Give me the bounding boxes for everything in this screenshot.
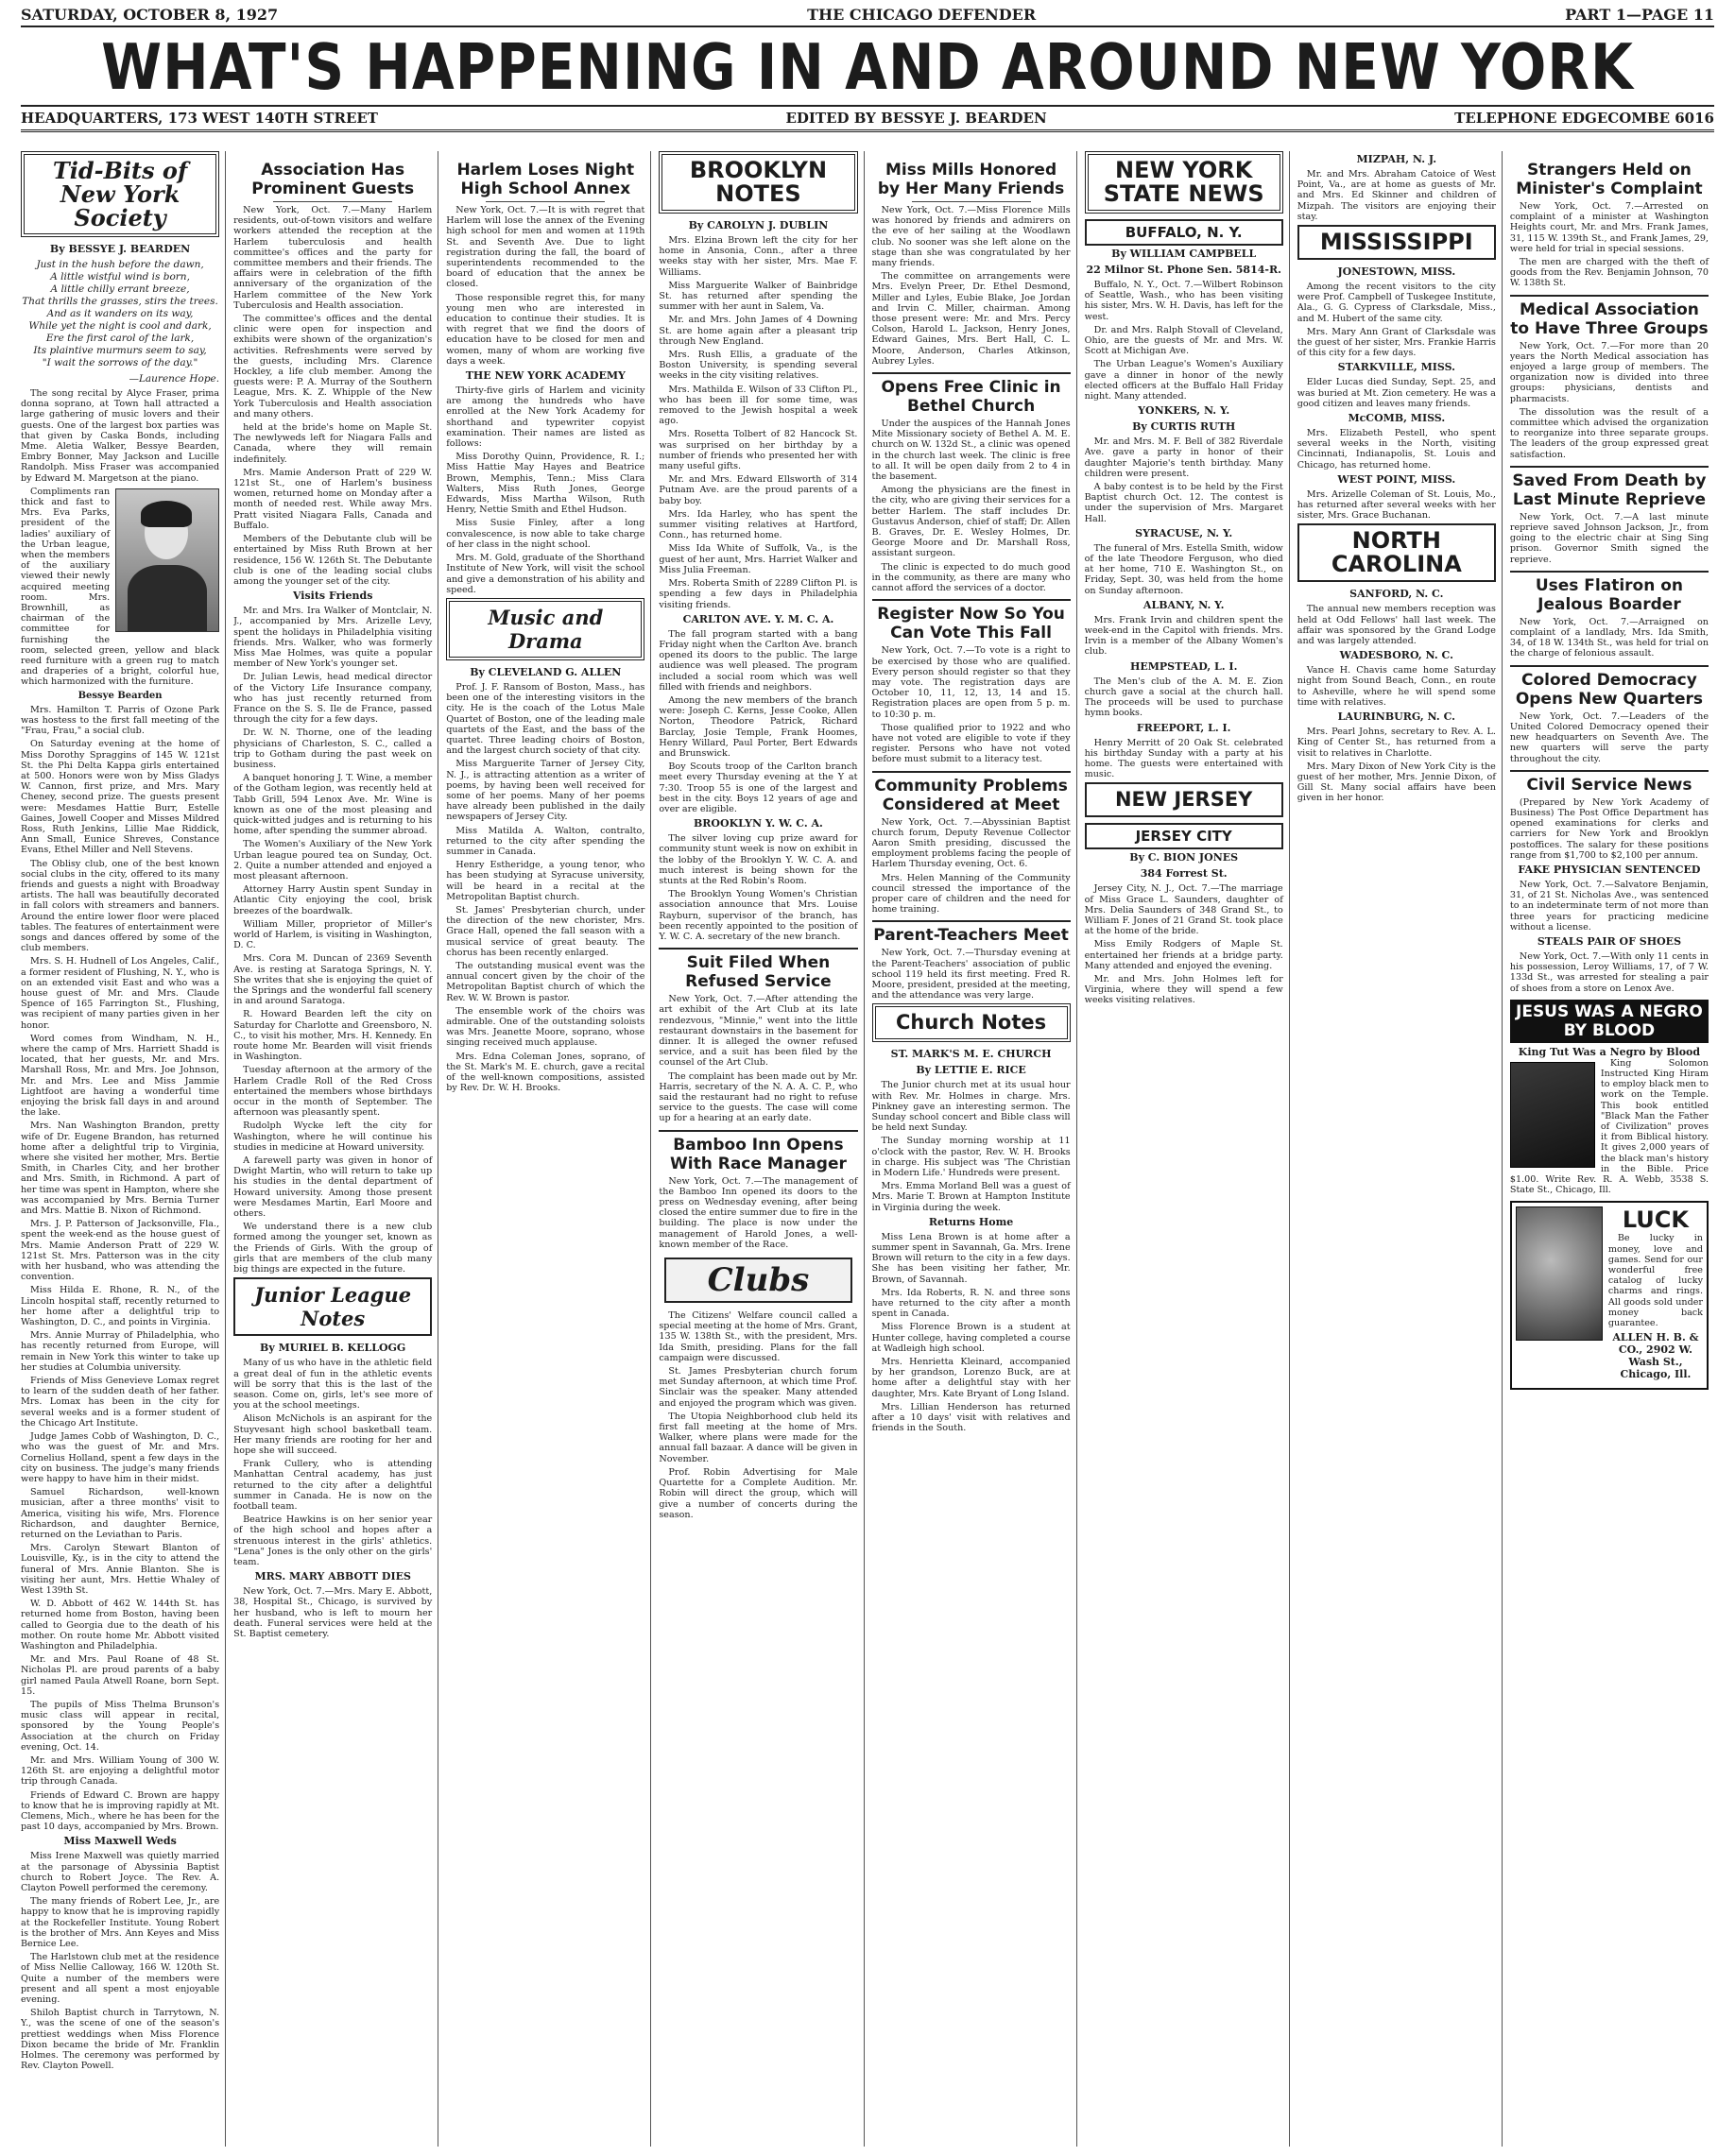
paper-name: THE CHICAGO DEFENDER	[807, 6, 1037, 24]
subheading: Returns Home	[928, 1215, 1014, 1228]
paragraph: Miss Emily Rodgers of Maple St. entertained her friends at a bridge party. Many attended and enjoyed the evening.	[1084, 939, 1283, 971]
book-portrait-image	[1510, 1062, 1595, 1168]
column-nystate	[1085, 151, 1290, 2147]
paragraph: Mr. and Mrs. John Holmes left for Virginia, where they will spend a few weeks visiting relatives.	[1084, 973, 1283, 1006]
paragraph: Dr. W. N. Thorne, one of the leading physicians of Charleston, S. C., called a trip to Gotham during the past week on business.	[233, 727, 433, 770]
telephone: TELEPHONE EDGECOMBE 6016	[1454, 110, 1714, 127]
byline: By CAROLYN J. DUBLIN	[688, 219, 829, 231]
correspondent-address: 22 Milnor St. Phone Sen. 5814-R.	[1086, 264, 1281, 276]
paragraph: Prof. Robin Advertising for Male Quartette for a Complete Audition. Mr. Robin will direct the group, which will give a number of concerts during the season.	[659, 1466, 858, 1520]
paragraph: Mrs. Elzina Brown left the city for her home in Ansonia, Conn., after a three weeks stay with her sister, Mrs. Mae F. Williams.	[659, 235, 858, 278]
paragraph: New York, Oct. 7.—Many Harlem residents, out-of-town visitors and welfare workers attended the reception at the Harlem tuberculosis and health committee's offices and the party for committee members and their friends. The affairs were in celebration of the fifth anniversary of the organization of the Harlem committee of the New York Tuberculosis and Health association.	[233, 205, 433, 311]
paragraph: R. Howard Bearden left the city on Saturday for Charlotte and Greensboro, N. C., to visit his mother, Mrs. H. Kennedy. En route home Mr. Bearden will visit friends in Washington.	[233, 1009, 433, 1063]
paragraph: The Citizens' Welfare council called a special meeting at the home of Mrs. Grant, 135 W. 138th St., with the president, Mrs. Ida Smith, presiding. Plans for the fall campaign were discussed.	[659, 1310, 858, 1363]
paragraph: held at the bride's home on Maple St. The newlyweds left for Niagara Falls and Canada, where they will remain indefinitely.	[233, 422, 433, 465]
state-title: MISSISSIPPI	[1319, 229, 1473, 256]
paragraph: Under the auspices of the Hannah Jones Mite Missionary society of Bethel A. M. E. church on W. 132d St., a clinic was opened in the church last week. The clinic is free to all. It will be open daily from 2 to 4 in the basement.	[871, 419, 1071, 483]
headline: Miss Mills Honored by Her Many Friends	[877, 161, 1065, 198]
paragraph: The ensemble work of the choirs was admirable. One of the outstanding soloists was Mrs. Jeanette Moore, soprano, whose singing received much applause.	[446, 1005, 645, 1049]
paragraph: New York, Oct. 7.—Salvatore Benjamin, 31, of 21 St. Nicholas Ave., was sentenced to an indeterminate term of not more than three years for practicing medicine without a license.	[1509, 879, 1709, 933]
paragraph: The funeral of Mrs. Estella Smith, widow of the late Theodore Ferguson, who died at her home, 710 E. Washington St., on Friday, Sept. 30, was held from the home on Sunday afternoon.	[1084, 542, 1283, 596]
paragraph: The Women's Auxiliary of the New York Urban league poured tea on Sunday, Oct. 2. Quite a number attended and enjoyed a most pleasant afternoon.	[233, 839, 433, 881]
book-ad-title: JESUS WAS A NEGRO BY BLOOD	[1510, 1000, 1709, 1043]
paragraph: New York, Oct. 7.—With only 11 cents in his possession, Leroy Williams, 17, of 7 W. 133d St., was arrested for stealing a pair of shoes from a store on Lenox Ave.	[1509, 950, 1709, 994]
headline: Civil Service News	[1510, 770, 1709, 795]
paragraph: Miss Susie Finley, after a long convalescence, is now able to take charge of her class in the night school.	[446, 518, 645, 550]
paragraph: A baby contest is to be held by the First Baptist church Oct. 12. The contest is under the supervision of Mrs. Margaret Hall.	[1084, 482, 1283, 524]
subheading: THE NEW YORK ACADEMY	[465, 369, 626, 383]
headline: Bamboo Inn Opens With Race Manager	[659, 1130, 857, 1173]
byline: By BESSYE J. BEARDEN	[49, 243, 191, 255]
city-subheading: HEMPSTEAD, L. I.	[1129, 659, 1238, 673]
section-title: Junior League Notes	[254, 1283, 412, 1331]
luck-ad-title: LUCK	[1622, 1206, 1689, 1234]
paragraph: Miss Marguerite Walker of Bainbridge St. has returned after spending the summer with her aunt in Salem, Va.	[659, 280, 858, 313]
subheading: MRS. MARY ABBOTT DIES	[254, 1570, 411, 1583]
headline: Suit Filed When Refused Service	[659, 948, 857, 991]
headline: Parent-Teachers Meet	[872, 920, 1071, 945]
paragraph: Many of us who have in the athletic field a great deal of fun in the athletic events will be sorry that this is the last of the season. Come on, girls, let's see more of you at the school meetings.	[233, 1358, 433, 1412]
section-title: BROOKLYN NOTES	[689, 157, 828, 207]
city-subheading: YONKERS, N. Y.	[1138, 404, 1230, 418]
paragraph: Boy Scouts troop of the Carlton branch meet every Thursday evening at the Y at 7:30. Troop 55 is one of the largest and best in the city. Boys 12 years of age and over are eligible.	[659, 761, 858, 814]
byline: By WILLIAM CAMPBELL	[1111, 248, 1257, 260]
paragraph: The silver loving cup prize award for community stunt week is now on exhibit in the lobby of the Brooklyn Y. W. C. A. and much interest is being shown for the stunts at the Red Robin's Room.	[659, 833, 858, 886]
paragraph: Dr. and Mrs. Ralph Stovall of Cleveland, Ohio, are the guests of Mr. and Mrs. W. Scott at Michigan Ave.	[1084, 324, 1283, 357]
paragraph: Word comes from Windham, N. H., where the camp of Mrs. Harriett Shadd is located, that her guests, Mr. and Mrs. Marshall Ross, Mr. and Mrs. Joe Johnson, Mr. and Mrs. Lee and Miss Jammie Lightfoot are having a wonderful time enjoying the brisk fall days in and around the lake.	[21, 1033, 220, 1119]
poem-line: And as it wanders on its way,	[46, 308, 194, 319]
paragraph: Miss Ida White of Suffolk, Va., is the guest of her aunt, Mrs. Harriet Walker and Miss Julia Freeman.	[659, 543, 858, 575]
paragraph: Miss Lena Brown is at home after a summer spent in Savannah, Ga. Mrs. Irene Brown will return to the city in a few days. She has been visiting her father, Mr. Brown, of Savannah.	[871, 1231, 1071, 1285]
paragraph: Mrs. Roberta Smith of 2289 Clifton Pl. is spending a few days in Philadelphia visiting friends.	[659, 578, 858, 610]
luck-ad-text: Be lucky in money, love and games. Send for our wonderful free catalog of lucky charms and rings. All goods sold under money back guarantee.	[1607, 1233, 1703, 1329]
paragraph: Mr. and Mrs. Edward Ellsworth of 314 Putnam Ave. are the proud parents of a baby boy.	[659, 474, 858, 506]
paragraph: Tuesday afternoon at the armory of the Harlem Cradle Roll of the Red Cross entertained the members whose birthdays occur in the month of September. The afternoon was pleasantly spent.	[233, 1065, 433, 1119]
poem-line: While yet the night is cool and dark,	[28, 320, 212, 332]
paragraph: Attorney Harry Austin spent Sunday in Atlantic City enjoying the cool, brisk breezes of the boardwalk.	[233, 884, 433, 916]
paragraph: Thirty-five girls of Harlem and vicinity are among the hundreds who have enrolled at the New York Academy for shorthand and typewriter copyist examination. Their names are listed as follows:	[446, 385, 645, 450]
paragraph: The complaint has been made out by Mr. Harris, secretary of the N. A. A. C. P., who said the restaurant had no right to refuse service to the guests. The case will come up for a hearing at an early date.	[659, 1070, 858, 1124]
section-title: Church Notes	[895, 1011, 1047, 1035]
paragraph: The outstanding musical event was the annual concert given by the choir of the Metropolitan Baptist church of which the Rev. W. W. Brown is pastor.	[446, 960, 645, 1003]
headline: Register Now So You Can Vote This Fall	[872, 599, 1071, 642]
paragraph: On Saturday evening at the home of Miss Dorothy Spraggins of 145 W. 121st St. the Phi Delta Kappa girls entertained at 500. Honors were won by Miss Gladys W. Cannon, first prize, and Mrs. Mary Cheney, second prize. The guests present were: Mesdames Hattie Burr, Estelle Gaines, Jowell Cooper and Misses Mildred Ross, Ruth Jenkins, Lillie Mae Riddick, Ann Small, Eunice Shreves, Constance Evans, Ethel Miller and Nell Stevens.	[21, 739, 220, 856]
subheading: FAKE PHYSICIAN SENTENCED	[1518, 863, 1701, 876]
subheading: STEALS PAIR OF SHOES	[1537, 934, 1682, 948]
city-subheading: WADESBORO, N. C.	[1339, 649, 1453, 662]
poem-line: Just in the hush before the dawn,	[36, 259, 204, 270]
paragraph: Mrs. Edna Coleman Jones, soprano, of the St. Mark's M. E. church, gave a recital of the well-known compositions, assisted by Rev. Dr. W. H. Brooks.	[446, 1051, 645, 1094]
society-header-box	[21, 151, 219, 237]
paragraph: Miss Florence Brown is a student at Hunter college, having completed a course at Wadleigh high school.	[871, 1322, 1071, 1354]
masthead: WHAT'S HAPPENING IN AND AROUND NEW YORK	[101, 29, 1634, 105]
column-association	[233, 151, 438, 2147]
paragraph: The Harlstown club met at the residence of Miss Nellie Calloway, 166 W. 120th St. Quite a number of the members were present and all spent a most enjoyable evening.	[21, 1952, 220, 2006]
headline: Community Problems Considered at Meet	[872, 771, 1071, 814]
paragraph: W. D. Abbott of 462 W. 144th St. has returned home from Boston, having been called to Georgia due to the death of his mother. On route home Mr. Abbott visited Washington and Philadelphia.	[21, 1599, 220, 1651]
paragraph: Henry Merritt of 20 Oak St. celebrated his birthday Sunday with a party at his home. The guests were entertained with music.	[1084, 737, 1283, 780]
paragraph: Mr. and Mrs. John James of 4 Downing St. are home again after a pleasant trip through New England.	[659, 315, 858, 347]
paragraph: Mrs. Mary Dixon of New York City is the guest of her mother, Mrs. Jennie Dixon, of Gill St. Many social affairs have been given in her honor.	[1297, 761, 1496, 804]
paragraph: Dr. Julian Lewis, head medical director of the Victory Life Insurance company, who has just recently returned from France on the S. S. Ile de France, passed through the city for a few days.	[233, 672, 433, 726]
paragraph: Mrs. Helen Manning of the Community council stressed the importance of the proper care of children and the need for home training.	[871, 872, 1071, 915]
byline: By MURIEL B. KELLOGG	[260, 1342, 406, 1355]
paragraph: New York, Oct. 7.—To vote is a right to be exercised by those who are qualified. Every person should register so that they may vote. The registration days are October 10, 11, 12, 13, 14 and 15. Registration places are open from 5 p. m. to 10:30 p. m.	[871, 645, 1071, 720]
paragraph: Mrs. J. P. Patterson of Jacksonville, Fla., spent the week-end as the house guest of Mrs. Mamie Anderson Pratt of 229 W. 121st St. Mrs. Patterson was in the city with her husband, who was attending the convention.	[21, 1219, 220, 1283]
city-subheading: STARKVILLE, MISS.	[1337, 361, 1455, 374]
paragraph: Judge James Cobb of Washington, D. C., who was the guest of Mr. and Mrs. Cornelius Holland, spent a few days in the city on business. The judge's many friends were happy to have him in their midst.	[21, 1431, 220, 1484]
city-subheading: FREEPORT, L. I.	[1136, 721, 1231, 734]
paragraph: Samuel Richardson, well-known musician, after a three months' visit to America, visiting his wife, Mrs. Florence Richardson, and daughter Bernice, returned on the Leviathan to Paris.	[21, 1487, 220, 1540]
headline: Medical Association to Have Three Groups	[1510, 295, 1709, 338]
paragraph: New York, Oct. 7.—Mrs. Mary E. Abbott, 38, Hospital St., Chicago, is survived by her husband, who is left to mourn her death. Funeral services were held at the St. Baptist cemetery.	[233, 1586, 433, 1639]
poem-line: A little wistful wind is born,	[50, 271, 190, 282]
paragraph: We understand there is a new club formed among the younger set, known as the Friends of Girls. With the group of girls that are members of the club many big things are expected in the future.	[233, 1222, 433, 1275]
paragraph: New York, Oct. 7.—The management of the Bamboo Inn opened its doors to the press on Wednesday evening, after being closed the entire summer due to fire in the building. The place is now under the management of Harold Jones, a well-known member of the Race.	[659, 1175, 858, 1250]
city-subheading: McCOMB, MISS.	[1348, 412, 1446, 425]
paragraph: New York, Oct. 7.—Leaders of the United Colored Democracy opened their new headquarters on Seventh Ave. The new quarters will serve the party throughout the city.	[1509, 710, 1709, 764]
paragraph: Vance H. Chavis came home Saturday night from Sound Beach, Conn., en route to Asheville, where he will spend some time with relatives.	[1297, 665, 1496, 708]
byline: By C. BION JONES	[1129, 851, 1239, 864]
ny-state-header-box	[1085, 151, 1283, 214]
poem-line: A little chilly errant breeze,	[50, 283, 190, 295]
headline: Uses Flatiron on Jealous Boarder	[1510, 571, 1709, 614]
paragraph: Mr. and Mrs. Abraham Catoice of West Point, Va., are at home as guests of Mr. and Mrs. Ed Skinner and children of Mizpah. The visitors are enjoying their stay.	[1297, 169, 1496, 222]
paragraph: Henry Estheridge, a young tenor, who has been studying at Syracuse university, will be heard in a recital at the Metropolitan Baptist church.	[446, 860, 645, 902]
paragraph: The annual new members reception was held at Odd Fellows' hall last week. The affair was sponsored by the Grand Lodge and was largely attended.	[1297, 604, 1496, 647]
paragraph: The Utopia Neighborhood club held its first fall meeting at the home of Mrs. Walker, where plans were made for the annual fall bazaar. A dance will be given in November.	[659, 1411, 858, 1464]
paragraph: Mrs. Nan Washington Brandon, pretty wife of Dr. Eugene Brandon, has returned home after a delightful trip to Virginia, where she visited her mother, Mrs. Bertie Smith, in Charles City, and her brother and Mrs. Smith, in Richmond. A part of her time was spent in Hampton, where she was accompanied by Mrs. Bernia Turner and Mrs. Mattie B. Nixon of Richmond.	[21, 1121, 220, 1217]
paragraph: Jersey City, N. J., Oct. 7.—The marriage of Miss Grace L. Saunders, daughter of Mrs. Delia Saunders of 348 Grand St., to William F. Jones of 21 Grand St. took place at the home of the bride.	[1084, 883, 1283, 937]
paragraph: Mrs. Frank Irvin and children spent the week-end in the Capitol with friends. Mrs. Irvin is a member of the Albany Women's club.	[1084, 614, 1283, 658]
masthead-subline	[21, 105, 1714, 132]
byline: By LETTIE E. RICE	[916, 1064, 1026, 1077]
city-subheading: WEST POINT, MISS.	[1337, 472, 1456, 486]
paragraph: St. James' Presbyterian church, under the direction of the new chorister, Mrs. Grace Hall, opened the fall season with a musical service of great beauty. The chorus has been recently enlarged.	[446, 904, 645, 958]
city-heading: BUFFALO, N. Y.	[1085, 219, 1283, 246]
paragraph: Elder Lucas died Sunday, Sept. 25, and was buried at Mt. Zion cemetery. He was a good citizen and leaves many friends.	[1297, 377, 1496, 409]
north-carolina-header-box	[1297, 523, 1496, 582]
paragraph: Mrs. Mary Ann Grant of Clarksdale was the guest of her sister, Mrs. Frankie Harris of this city for a few days.	[1297, 326, 1496, 359]
city-subheading: SANFORD, N. C.	[1349, 588, 1444, 601]
page-number: PART 1—PAGE 11	[1565, 6, 1714, 24]
paragraph: Miss Dorothy Quinn, Providence, R. I.; Miss Hattie May Hayes and Beatrice Brown, Memphis, Tenn.; Miss Clara Walters, Miss Ruth Jones, George Edwards, Miss Martha Wilson, Ruth Henry, Nettie Smith and Ethel Hudson.	[446, 452, 645, 516]
paragraph: The men are charged with the theft of goods from the Rev. Benjamin Johnson, 70 W. 138th St.	[1509, 257, 1709, 289]
state-title: NORTH CAROLINA	[1331, 527, 1462, 578]
subheading: CARLTON AVE. Y. M. C. A.	[682, 612, 834, 625]
headline: Colored Democracy Opens New Quarters	[1510, 665, 1709, 709]
paragraph: Those qualified prior to 1922 and who have not voted are eligible to vote if they register. Persons who have not voted before must submit to a literacy test.	[871, 722, 1071, 765]
new-jersey-header-box	[1085, 782, 1283, 817]
section-title: Tid-Bits of New York Society	[52, 157, 188, 231]
column-brooklyn	[659, 151, 864, 2147]
paragraph: Those responsible regret this, for many young men who are interested in education to continue their studies. It is with regret that we find the doors of education have to be closed for men and women, many of whom are working five days a week.	[446, 292, 645, 367]
paragraph: New York, Oct. 7.—A last minute reprieve saved Johnson Jackson, Jr., from going to the electric chair at Sing Sing prison. Governor Smith signed the reprieve.	[1509, 511, 1709, 565]
paragraph: Mrs. Hamilton T. Parris of Ozone Park was hostess to the first fall meeting of the "Frau, Frau," a social club.	[21, 704, 220, 737]
paragraph: Mrs. Ida Harley, who has spent the summer visiting relatives at Hartford, Conn., has returned home.	[659, 508, 858, 541]
paragraph: The dissolution was the result of a committee which advised the organization to reorganize into three separate groups. The leaders of the group expressed great satisfaction.	[1509, 406, 1709, 460]
headline: Association Has Prominent Guests	[251, 161, 415, 198]
paragraph: Prof. J. F. Ransom of Boston, Mass., has been one of the interesting visitors in the city. He is the coach of the Lotus Male Quartet of Boston, one of the leading male quartets of the East, and the bass of the quartet. Three leading choirs of Boston, and the largest church society of that city.	[446, 681, 645, 757]
paragraph: A farewell party was given in honor of Dwight Martin, who will return to take up his studies in the dental department of Howard university. Among those present were Mesdames Martin, Earl Moore and others.	[233, 1155, 433, 1220]
poem-line: Its plaintive murmurs seem to say,	[33, 345, 207, 356]
paragraph: New York, Oct. 7.—Abyssinian Baptist church forum, Deputy Revenue Collector Aaron Smith presiding, discussed the employment problems facing the people of Harlem Thursday evening, Oct. 6.	[871, 816, 1071, 870]
issue-date: SATURDAY, OCTOBER 8, 1927	[21, 6, 279, 24]
subheading: ST. MARK'S M. E. CHURCH	[890, 1048, 1052, 1061]
column-society	[21, 151, 226, 2147]
paragraph: Among the physicians are the finest in the city, who are giving their services for a better Harlem. The staff includes Dr. Gustavus Anderson, chief of staff; Dr. Allen B. Graves, Dr. E. Wesley Holmes, Dr. George Moore and Dr. Marshall Ross, assistant surgeon.	[871, 485, 1071, 559]
state-title: NEW JERSEY	[1114, 788, 1253, 812]
paragraph: New York, Oct. 7.—For more than 20 years the North Medical association has enjoyed a large group of members. The organization now is divided into three groups: physicians, dentists and pharmacists.	[1509, 340, 1709, 404]
paragraph: Mrs. Arizelle Coleman of St. Louis, Mo., has returned after several weeks with her sister, Mrs. Grace Buchanan.	[1297, 488, 1496, 522]
headline: Strangers Held on Minister's Complaint	[1516, 161, 1703, 198]
paragraph: The clinic is expected to do much good in the community, as there are many who cannot afford the services of a doctor.	[871, 561, 1071, 594]
paragraph: The Urban League's Women's Auxiliary gave a dinner in honor of the newly elected officers at the Buffalo Hall Friday night. Many attended.	[1084, 359, 1283, 402]
dateline	[21, 6, 1714, 27]
mississippi-header-box	[1297, 225, 1496, 260]
paragraph: Mr. and Mrs. Ira Walker of Montclair, N. J., accompanied by Mrs. Arizelle Levy, spent the holidays in Philadelphia visiting friends. Mrs. Walker, who was formerly Miss Mae Holmes, was quite a popular member of New York's younger set.	[233, 606, 433, 670]
paragraph: Mr. and Mrs. William Young of 300 W. 126th St. are enjoying a delightful motor trip through Canada.	[21, 1754, 220, 1788]
paragraph: Mrs. Lillian Henderson has returned after a 10 days' visit with relatives and friends in the South.	[871, 1401, 1071, 1434]
poem-line: That thrills the grasses, stirs the trees.	[22, 296, 218, 307]
section-title: NEW YORK STATE NEWS	[1103, 157, 1264, 207]
luck-advertisement	[1510, 1201, 1709, 1390]
paragraph: Buffalo, N. Y., Oct. 7.—Wilbert Robinson of Seattle, Wash., who has been visiting his sister, Mrs. W. H. Davis, has left for the west.	[1084, 280, 1283, 322]
city-subheading: LAURINBURG, N. C.	[1337, 710, 1455, 724]
poem-attribution: —Laurence Hope.	[129, 373, 220, 385]
paragraph: Mrs. Carolyn Stewart Blanton of Louisville, Ky., is in the city to attend the funeral of Mrs. Annie Blanton. She is visiting her aunt, Mrs. Hettie Whaley of West 139th St.	[21, 1543, 220, 1596]
paragraph: Mrs. Annie Murray of Philadelphia, who has recently returned from Europe, will remain in New York this winter to take up her studies at Columbia university.	[21, 1330, 220, 1373]
paragraph: William Miller, proprietor of Miller's world of Harlem, is visiting in Washington, D. C.	[233, 918, 433, 951]
paragraph: The pupils of Miss Thelma Brunson's music class will appear in recital, sponsored by the Young People's Association at the church on Friday evening, Oct. 14.	[21, 1699, 220, 1753]
luck-ad-address: ALLEN H. B. & CO., 2902 W. Wash St., Chicago, Ill.	[1612, 1331, 1699, 1381]
paragraph: Among the recent visitors to the city were Prof. Campbell of Tuskegee Institute, Ala., G. G. Cypress of Clarksdale, Miss., and M. Hubert of the same city.	[1297, 282, 1496, 324]
paragraph: Mrs. Cora M. Duncan of 2369 Seventh Ave. is resting at Saratoga Springs, N. Y. She writes that she is enjoying the quiet of the Springs and the wonderful fall scenery in and around Saratoga.	[233, 953, 433, 1007]
column-news-briefs	[1510, 151, 1714, 2147]
byline: By CURTIS RUTH	[1132, 420, 1236, 434]
paragraph: Miss Hilda E. Rhone, R. N., of the Lincoln hospital staff, recently returned to her home after a delightful trip to Washington, D. C., and points in Virginia.	[21, 1285, 220, 1328]
city-subheading: MIZPAH, N. J.	[1356, 153, 1437, 165]
photo-caption: Bessye Bearden	[77, 690, 163, 701]
subheading: Miss Maxwell Weds	[63, 1835, 177, 1848]
paragraph: Alison McNichols is an aspirant for the Stuyvesant high school basketball team. Her many friends are rooting for her and hope she will succeed.	[233, 1413, 433, 1456]
paragraph: Mrs. Henrietta Kleinard, accompanied by her grandson, Lorenzo Buck, are at home after a delightful stay with her daughter, Mrs. Kate Bryant of Long Island.	[871, 1357, 1071, 1399]
article-columns	[21, 151, 1714, 2147]
paragraph: New York, Oct. 7.—After attending the art exhibit of the Art Club at its late rendezvous, "Minnie," went into the little restaurant downstairs in the basement for dinner. It is alleged the owner refused service, and a suit has been filed by the counsel of the Art Club.	[659, 994, 858, 1069]
paragraph: The many friends of Robert Lee, Jr., are happy to know that he is improving rapidly at the Rockefeller Institute. Young Robert is the brother of Mrs. Ann Keyes and Miss Bernice Lee.	[21, 1896, 220, 1950]
paragraph: The committee's offices and the dental clinic were open for inspection and exhibits were shown of the organization's activities. Refreshments were served by the guests, including Mrs. Clarence Hockley, a life club member. Among the guests were: P. A. Murray of the Southern League, Mrs. K. Z. Whipple of the New York Tuberculosis and Health association and many others.	[233, 314, 433, 419]
paragraph: The committee on arrangements were Mrs. Evelyn Preer, Dr. Ethel Desmond, Miller and Lyles, Eubie Blake, Joe Jordan and Irvin C. Miller, chairman. Among those present were: Mr. and Mrs. Percy Colson, Harold L. Jackson, Henry Jones, Edward Gaines, Mrs. Bert Hall, C. L. Moore, Anderson, Charles Atkinson, Aubrey Lyles.	[871, 271, 1071, 367]
church-notes-header-box	[872, 1003, 1071, 1042]
paragraph: Friends of Edward C. Brown are happy to know that he is improving rapidly at Mt. Clemens, Mich., where he has been for the past 10 days, accompanied by Mrs. Brown.	[21, 1789, 220, 1833]
paragraph: Mr. and Mrs. M. F. Bell of 382 Riverdale Ave. gave a party in honor of their daughter Majorie's tenth birthday. Many children were present.	[1084, 436, 1283, 479]
paragraph: Shiloh Baptist church in Tarrytown, N. Y., was the scene of one of the season's prettiest weddings when Miss Florence Dixon became the bride of Mr. Franklin Holmes. The ceremony was performed by Rev. Clayton Powell.	[21, 2008, 220, 2072]
column-mills	[872, 151, 1077, 2147]
poem-line: "I wait the sorrows of the day."	[42, 357, 198, 368]
music-drama-header-box	[446, 598, 644, 660]
money-bag-image	[1516, 1206, 1603, 1341]
headquarters-address: HEADQUARTERS, 173 WEST 140TH STREET	[21, 110, 378, 127]
paragraph: Mrs. Ida Roberts, R. N. and three sons have returned to the city after a month spent in Canada.	[871, 1287, 1071, 1320]
headline: Opens Free Clinic in Bethel Church	[872, 372, 1071, 416]
correspondent-address: 384 Forrest St.	[1140, 867, 1228, 881]
paragraph: Mrs. Elizabeth Pestell, who spent several weeks in the North, visiting Cincinnati, Indianapolis, St. Louis and Chicago, has returned home.	[1297, 428, 1496, 471]
book-ad-subtitle: King Tut Was a Negro by Blood	[1518, 1045, 1701, 1058]
paragraph: The Junior church met at its usual hour with Rev. Mr. Holmes in charge. Mrs. Pinkney gave an interesting sermon. The Sunday school concert and Bible class will be held next Sunday.	[871, 1080, 1071, 1134]
paragraph: St. James Presbyterian church forum met Sunday afternoon, at which time Prof. Sinclair was the speaker. Many attended and enjoyed the program which was given.	[659, 1366, 858, 1409]
junior-league-header-box	[233, 1277, 432, 1336]
byline: By CLEVELAND G. ALLEN	[470, 665, 622, 678]
editor-portrait-photo	[115, 488, 219, 632]
paragraph: The Sunday morning worship at 11 o'clock with the pastor, Rev. W. H. Brooks in charge. His subject was 'The Christian in Modern Life.' Hundreds were present.	[871, 1136, 1071, 1178]
section-title: Music and Drama	[488, 605, 604, 653]
paragraph: Mrs. S. H. Hudnell of Los Angeles, Calif., a former resident of Flushing, N. Y., who is on an extended visit East and who was a house guest of Mr. and Mrs. Claude Spence of 165 Farrington St., Flushing, was recipient of many parties given in her honor.	[21, 956, 220, 1031]
paragraph: The Men's club of the A. M. E. Zion church gave a social at the church hall. The proceeds will be used to purchase hymn books.	[1084, 676, 1283, 719]
paragraph: Mrs. Rosetta Tolbert of 82 Hancock St. was surprised on her birthday by a number of friends who presented her with many useful gifts.	[659, 429, 858, 472]
paragraph: Beatrice Hawkins is on her senior year of the high school and hopes after a strenuous interest in the girls' athletics. "Lena" Jones is the only other on the girls' team.	[233, 1514, 433, 1567]
paragraph: Mrs. Rush Ellis, a graduate of the Boston University, is spending several weeks in the city visiting relatives.	[659, 350, 858, 382]
column-harlem	[446, 151, 651, 2147]
headline: Saved From Death by Last Minute Reprieve	[1510, 466, 1709, 509]
paragraph: New York, Oct. 7.—Arraigned on complaint of a landlady, Mrs. Ida Smith, 34, of 18 W. 134th St., was held for trial on the charge of felonious assault.	[1509, 616, 1709, 659]
paragraph: Mrs. M. Gold, graduate of the Shorthand Institute of New York, will visit the school and give a demonstration of his ability and speed.	[446, 553, 645, 595]
paragraph: Friends of Miss Genevieve Lomax regret to learn of the sudden death of her father. Mrs. Lomax has been in the city for several weeks and is a former student of the Chicago Art Institute.	[21, 1376, 220, 1429]
paragraph: Mrs. Mathilda E. Wilson of 33 Clifton Pl., who has been ill for some time, was removed to the Jewish hospital a week ago.	[659, 384, 858, 427]
paragraph: The song recital by Alyce Fraser, prima donna soprano, at Town hall attracted a large gathering of music lovers and their guests. One of the largest box parties was that given by Caska Bonds, including Mme. Aletia Walker, Bessye Bearden, Embry Bonner, May Jackson and Lucille Randolph. Miss Fraser was accompanied by Edward M. Margetson at the piano.	[21, 388, 220, 484]
subheading: Visits Friends	[292, 590, 373, 603]
paragraph: (Prepared by New York Academy of Business) The Post Office Department has opened examinations for clerks and carriers for New York and Brooklyn postoffices. The salary for these positions range from $1,700 to $2,100 per annum.	[1509, 796, 1709, 861]
paragraph: New York, Oct. 7.—Miss Florence Mills was honored by friends and admirers on the eve of her sailing at the Woodlawn club. No sooner was she left alone on the stage than she was congratulated by her many friends.	[871, 205, 1071, 269]
paragraph: Among the new members of the branch were: Joseph C. Kerns, Jesse Cooke, Allen Norton, Theodore Patrick, Richard Barclay, Josie Temple, Frank Hoomes, Henry Willard, Paul Porter, Bert Edwards and Brunswick.	[659, 694, 858, 759]
paragraph: Compliments ran thick and fast to Mrs. Eva Parks, president of the ladies' auxiliary of the Urban league, when the members of the auxiliary viewed their newly acquired meeting room. Mrs. Brownhill, as chairman of the committee for furnishing the room, selected green, yellow and black reed furniture with a green rug to match and draperies of a bright, colorful hue, which harmonized with the furniture.	[21, 486, 220, 688]
poem-line: Ere the first carol of the lark,	[45, 333, 195, 344]
clubs-banner: Clubs	[664, 1258, 851, 1303]
paragraph: Frank Cullery, who is attending Manhattan Central academy, has just returned to the city after a delightful summer in Canada. He is now on the football team.	[233, 1459, 433, 1512]
paragraph: The fall program started with a bang Friday night when the Carlton Ave. branch opened its doors to the public. The large audience was well pleased. The program included a social room which was well filled with friends and neighbors.	[659, 628, 858, 693]
poem	[21, 259, 219, 369]
paragraph: The Brooklyn Young Women's Christian association announce that Mrs. Louise Rayburn, supervisor of the branch, has been recently appointed to the position of Y. W. C. A. secretary of the new branch.	[659, 889, 858, 942]
city-subheading: JONESTOWN, MISS.	[1337, 265, 1456, 279]
paragraph: Members of the Debutante club will be entertained by Miss Ruth Brown at her residence, 156 W. 126th St. The Debutante club is one of the leading social clubs among the younger set of the city.	[233, 534, 433, 587]
paragraph: Mrs. Emma Morland Bell was a guest of Mrs. Marie T. Brown at Hampton Institute in Virginia during the week.	[871, 1181, 1071, 1213]
city-heading: JERSEY CITY	[1085, 823, 1283, 849]
paragraph: Miss Marguerite Tarner of Jersey City, N. J., is attracting attention as a writer of poems, by having been well received for some of her poems. Many of her poems have already been published in the daily newspapers of Jersey City.	[446, 759, 645, 823]
paragraph: Mrs. Pearl Johns, secretary to Rev. A. L. King of Center St., has returned from a visit to relatives in Charlotte.	[1297, 727, 1496, 759]
paragraph: Miss Irene Maxwell was quietly married at the parsonage of Abyssinia Baptist church to Robert Joyce. The Rev. A. Clayton Powell performed the ceremony.	[21, 1851, 220, 1894]
paragraph: Mrs. Mamie Anderson Pratt of 229 W. 121st St., one of Harlem's business women, returned home on Monday after a month of needed rest. While away Mrs. Pratt visited Niagara Falls, Canada and Buffalo.	[233, 467, 433, 531]
paragraph: Rudolph Wycke left the city for Washington, where he will continue his studies in medicine at Howard university.	[233, 1121, 433, 1153]
paragraph: The Oblisy club, one of the best known social clubs in the city, offered to its many friends and guests a night with Broadway artists. The hall was beautifully decorated in fall colors with streamers and banners. Around the entire lower floor were placed tables. The features of entertainment were songs and dances offered by some of the club members.	[21, 858, 220, 954]
subheading: BROOKLYN Y. W. C. A.	[693, 817, 823, 830]
paragraph: New York, Oct. 7.—Thursday evening at the Parent-Teachers' association of public school 119 held its first meeting. Fred R. Moore, president, presided at the meeting, and the attendance was very large.	[871, 948, 1071, 1001]
city-subheading: ALBANY, N. Y.	[1142, 598, 1225, 611]
book-ad-text: King Solomon Instructed King Hiram to employ black men to work on the Temple. This book entitled "Black Man the Father of Civilization" proves it from Biblical history. It gives 2,000 years of the black man's history in the Bible. Price $1.00. Write Rev. R. A. Webb, 3538 S. State St., Chicago, Ill.	[1509, 1057, 1709, 1196]
column-states	[1297, 151, 1503, 2147]
headline: Harlem Loses Night High School Annex	[456, 161, 635, 198]
paragraph: New York, Oct. 7.—Arrested on complaint of a minister at Washington Heights court, Mr. and Mrs. Frank James, 31, 115 W. 139th St., and Frank James, 29, were held for trial in special sessions.	[1509, 201, 1709, 254]
paragraph: New York, Oct. 7.—It is with regret that Harlem will lose the annex of the Evening high school for men and women at 119th St. and Seventh Ave. Due to light registration during the fall, the board of superintendents recommended to the board of education that the annex be closed.	[446, 205, 645, 290]
paragraph: Miss Matilda A. Walton, contralto, returned to the city after spending the summer in Canada.	[446, 825, 645, 857]
paragraph: A banquet honoring J. T. Wine, a member of the Gotham legion, was recently held at Tabb Grill, 594 Lenox Ave. Mr. Wine is known as one of the most pleasing and quick-witted judges and is returning to his home, after spending the summer abroad.	[233, 773, 433, 837]
paragraph: Mr. and Mrs. Paul Roane of 48 St. Nicholas Pl. are proud parents of a baby girl named Paula Atwell Roane, born Sept. 15.	[21, 1654, 220, 1697]
editor-credit: EDITED BY BESSYE J. BEARDEN	[785, 110, 1047, 127]
city-subheading: SYRACUSE, N. Y.	[1135, 526, 1233, 539]
brooklyn-header-box	[659, 151, 857, 214]
